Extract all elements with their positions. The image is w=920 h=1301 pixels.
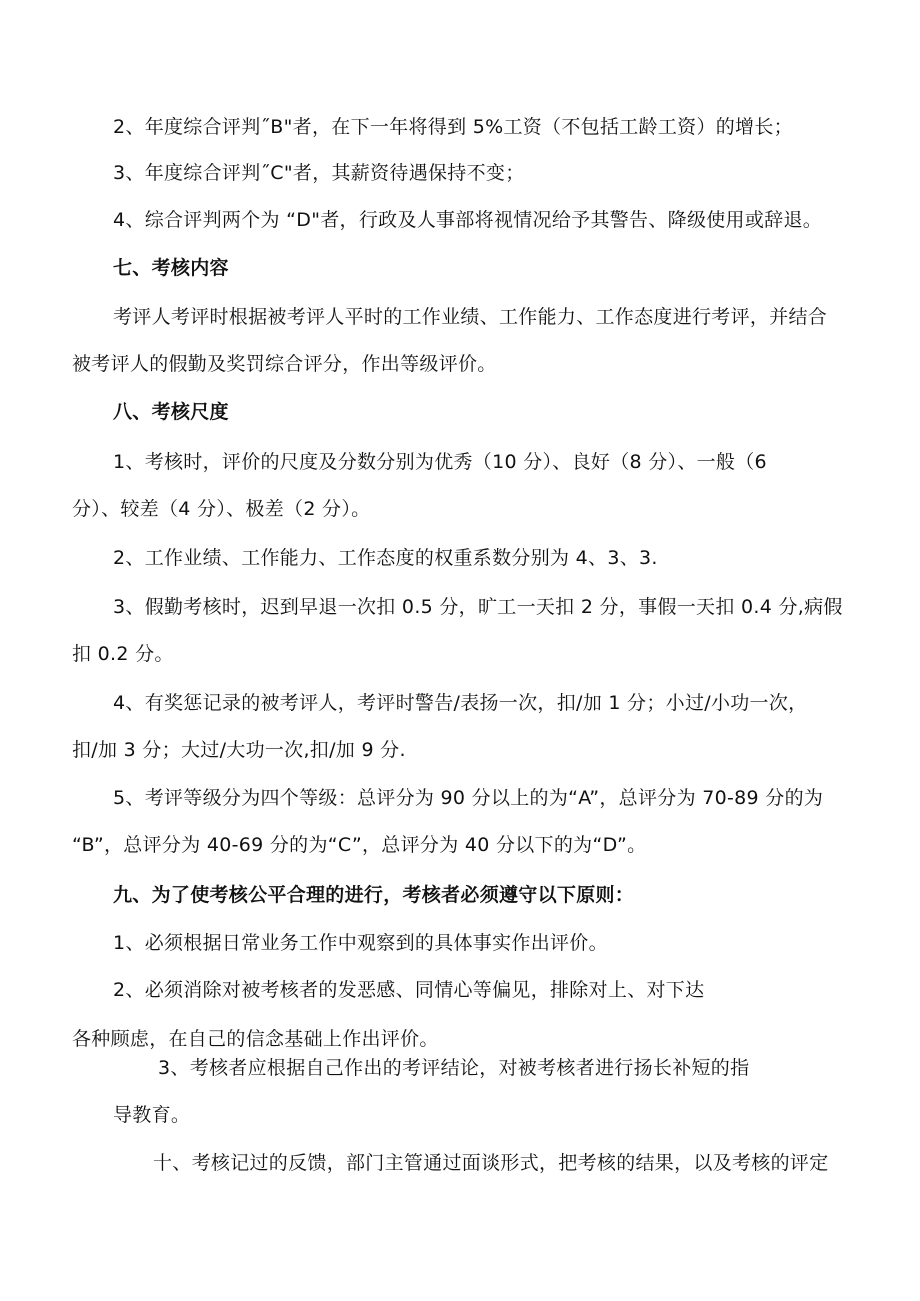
paragraph-line-principle-3b: 导教育。	[113, 1104, 191, 1126]
paragraph-line-principle-2a: 2、必须消除对被考核者的发恶感、同情心等偏见，排除对上、对下达	[113, 979, 705, 1001]
paragraph-line-scale-3a: 3、假勤考核时，迟到早退一次扣 0.5 分，旷工一天扣 2 分，事假一天扣 0.4 分,病假	[113, 596, 843, 618]
section-heading-principles: 九、为了使考核公平合理的进行，考核者必须遵守以下原则：	[113, 884, 635, 906]
paragraph-line-grade-c: 3、年度综合评判˝C"者，其薪资待遇保持不变；	[113, 162, 525, 184]
paragraph-line-grade-d: 4、综合评判两个为 “D"者，行政及人事部将视情况给予其警告、降级使用或辞退。	[113, 209, 823, 231]
paragraph-line-grade-b: 2、年度综合评判˝B"者，在下一年将得到 5%工资（不包括工龄工资）的增长；	[113, 116, 793, 138]
paragraph-line-principle-3a: 3、考核者应根据自己作出的考评结论，对被考核者进行扬长补短的指	[158, 1057, 750, 1079]
section-heading-assessment-content: 七、考核内容	[113, 257, 229, 279]
paragraph-line-scale-5b: “B”，总评分为 40-69 分的为“C”，总评分为 40 分以下的为“D”。	[72, 834, 647, 856]
section-heading-assessment-scale: 八、考核尺度	[113, 401, 229, 423]
paragraph-line-scale-4a: 4、有奖惩记录的被考评人，考评时警告/表扬一次，扣/加 1 分；小过/小功一次，	[113, 692, 808, 714]
paragraph-line-scale-4b: 扣/加 3 分；大过/大功一次,扣/加 9 分.	[72, 739, 406, 761]
paragraph-line-scale-3b: 扣 0.2 分。	[72, 643, 174, 665]
paragraph-line-content-1: 考评人考评时根据被考评人平时的工作业绩、工作能力、工作态度进行考评，并结合	[113, 306, 828, 328]
paragraph-line-content-2: 被考评人的假勤及奖罚综合评分，作出等级评价。	[72, 353, 497, 375]
paragraph-line-scale-2: 2、工作业绩、工作能力、工作态度的权重系数分别为 4、3、3.	[113, 547, 658, 569]
paragraph-line-principle-1: 1、必须根据日常业务工作中观察到的具体事实作出评价。	[113, 932, 608, 954]
paragraph-line-scale-5a: 5、考评等级分为四个等级：总评分为 90 分以上的为“A”，总评分为 70-89 分的为	[113, 787, 824, 809]
paragraph-line-scale-1a: 1、考核时，评价的尺度及分数分别为优秀（10 分）、良好（8 分）、一般（6	[113, 451, 767, 473]
paragraph-line-principle-2b: 各种顾虑，在自己的信念基础上作出评价。	[72, 1028, 439, 1050]
paragraph-line-scale-1b: 分）、较差（4 分）、极差（2 分）。	[72, 498, 371, 520]
paragraph-line-feedback: 十、考核记过的反馈，部门主管通过面谈形式，把考核的结果，以及考核的评定	[153, 1152, 829, 1174]
